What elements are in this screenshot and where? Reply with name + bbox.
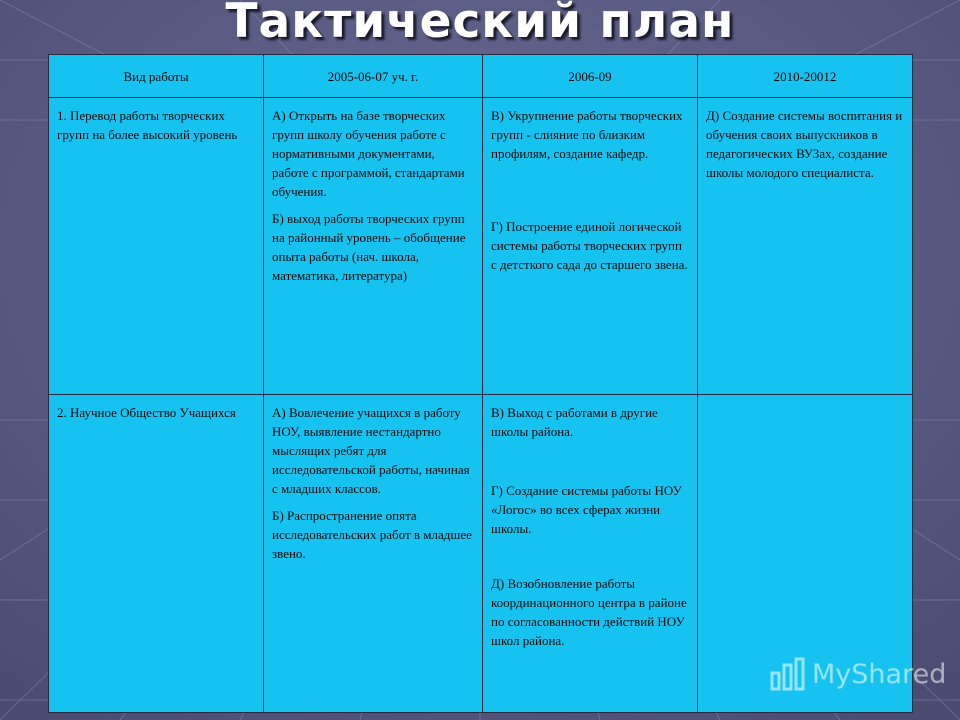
table-header-row	[49, 55, 913, 98]
row-1-item-a: А) Открыть на базе творческих групп школу обучения работе с нормативными документами, работе с программой, стандартами обучения.	[272, 108, 465, 199]
row-1-period-3	[698, 98, 913, 395]
row-1-item-d: Д) Создание системы воспитания и обучения своих выпускников в педагогических ВУЗах, создание школы молодого специалиста.	[706, 108, 903, 180]
row-1-item-g: Г) Построение единой логической системы работы творческих групп с детсткого сада до старшего звена.	[491, 219, 688, 272]
row-2-period-1	[264, 395, 483, 713]
row-2-item-g: Г) Создание системы работы НОУ «Логос» во всех сферах жизни школы.	[491, 483, 682, 536]
slide-title: Тактический план	[225, 0, 735, 49]
bar-chart-icon	[770, 657, 806, 691]
header-work-type: Вид работы	[49, 55, 264, 98]
row-2-period-2	[483, 395, 698, 713]
header-period-1: 2005-06-07 уч. г.	[264, 55, 483, 98]
row-1-work-type	[49, 98, 264, 395]
row-2-item-b: Б) Распространение опята исследовательских работ в младшее звено.	[272, 508, 472, 561]
header-period-3: 2010-20012	[698, 55, 913, 98]
row-1-period-1	[264, 98, 483, 395]
row-2-item-a: А) Вовлечение учащихся в работу НОУ, выявление нестандартно мыслящих ребят для исследовательской работы, начиная с младших классов.	[272, 405, 470, 496]
row-2-work-type	[49, 395, 264, 713]
row-2-item-v: В) Выход с работами в другие школы района.	[491, 405, 658, 439]
table-row	[49, 98, 913, 395]
row-1-work-text: 1. Перевод работы творческих групп на более высокий уровень	[57, 108, 238, 142]
row-1-period-2	[483, 98, 698, 395]
row-1-item-v: В) Укрупнение работы творческих групп - слияние по близким профилям, создание кафедр.	[491, 108, 683, 161]
tactical-plan-table	[48, 54, 913, 713]
watermark	[770, 654, 946, 694]
row-2-item-d: Д) Возобновление работы координационного центра в районе по согласованности действий НОУ школ района.	[491, 576, 687, 648]
watermark-text: MyShared	[812, 658, 947, 690]
row-2-work-text: 2. Научное Общество Учащихся	[57, 405, 236, 420]
header-period-2: 2006-09	[483, 55, 698, 98]
row-1-item-b: Б) выход работы творческих групп на районный уровень – обобщение опыта работы (нач. школа, математика, литература)	[272, 211, 466, 283]
